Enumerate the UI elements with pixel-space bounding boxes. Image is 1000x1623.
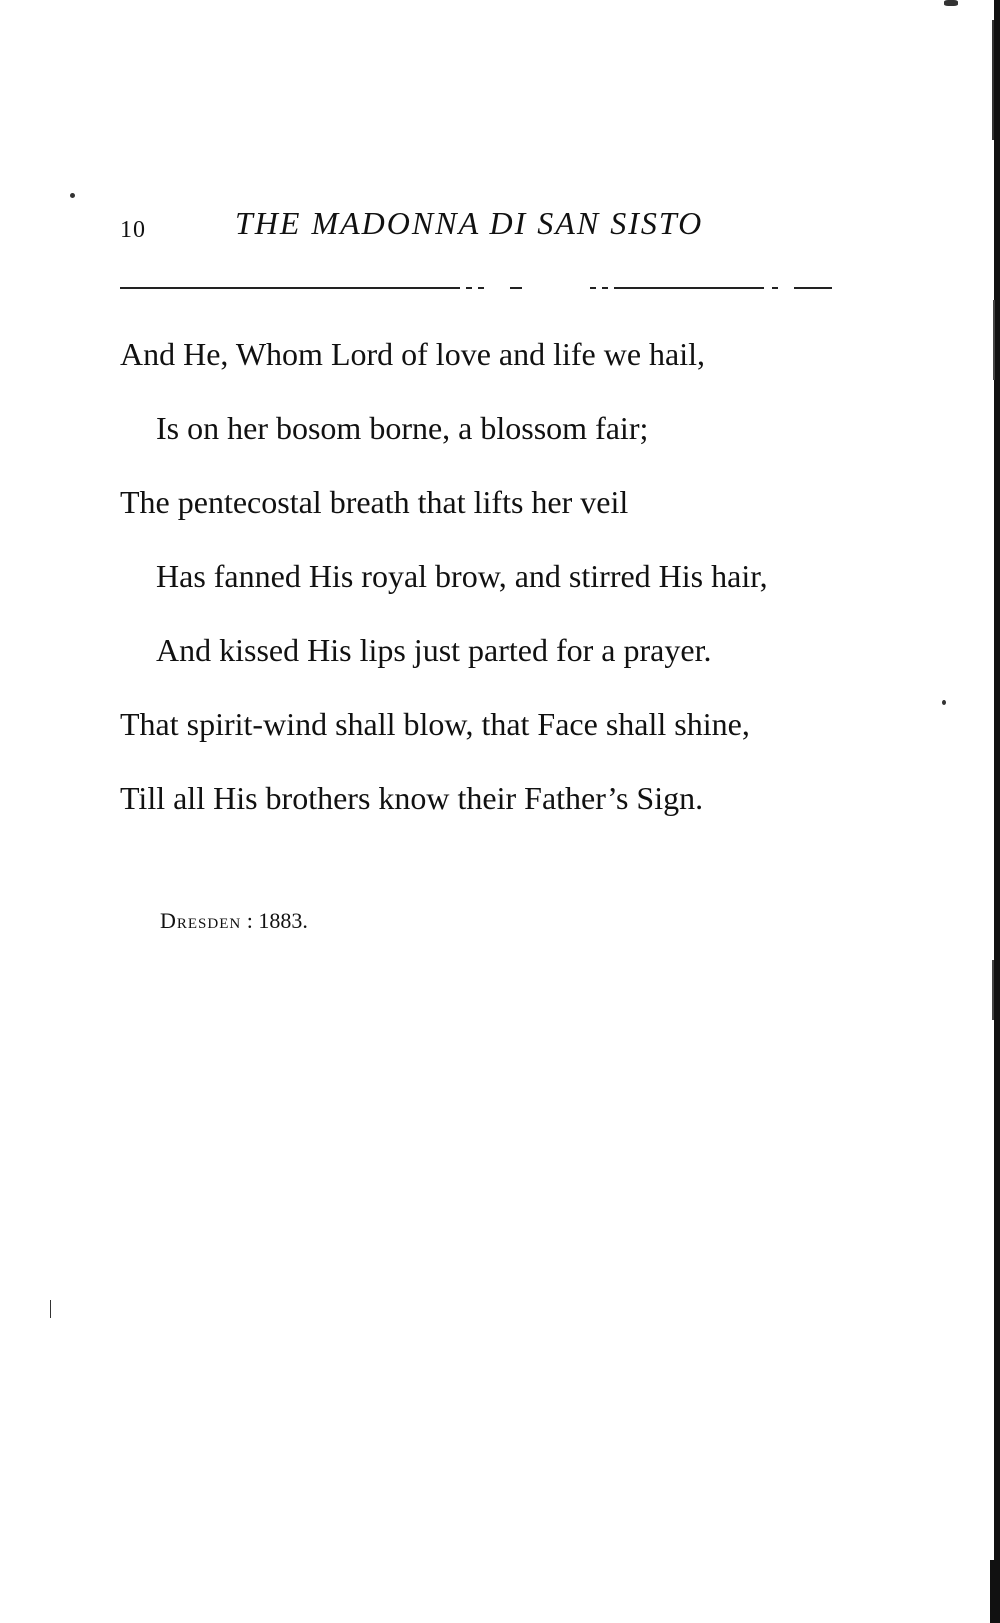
dateline (160, 908, 308, 934)
header-rule (120, 287, 860, 289)
scan-speck (944, 0, 958, 6)
poem-line: And He, Whom Lord of love and life we hail, (120, 336, 706, 372)
poem-line: Till all His brothers know their Father’s Sign. (120, 780, 704, 816)
poem-line: That spirit-wind shall blow, that Face shall shine, (120, 706, 750, 742)
poem-stanza (120, 332, 880, 850)
poem-line: And kissed His lips just parted for a prayer. (156, 632, 712, 668)
dateline-place: Dresden (160, 908, 242, 933)
poem-line: Has fanned His royal brow, and stirred His hair, (156, 558, 768, 594)
scan-speck (50, 1300, 51, 1318)
running-title: THE MADONNA DI SAN SISTO (235, 205, 704, 241)
scan-speck (942, 700, 946, 705)
page-number: 10 (120, 217, 146, 243)
scan-speck (70, 193, 75, 198)
dateline-year: 1883. (258, 908, 308, 933)
scan-edge-shadow (990, 0, 1000, 1623)
poem-line: Is on her bosom borne, a blossom fair; (156, 410, 649, 446)
running-head (120, 205, 860, 245)
poem-line: The pentecostal breath that lifts her veil (120, 484, 629, 520)
dateline-separator: : (241, 908, 259, 933)
